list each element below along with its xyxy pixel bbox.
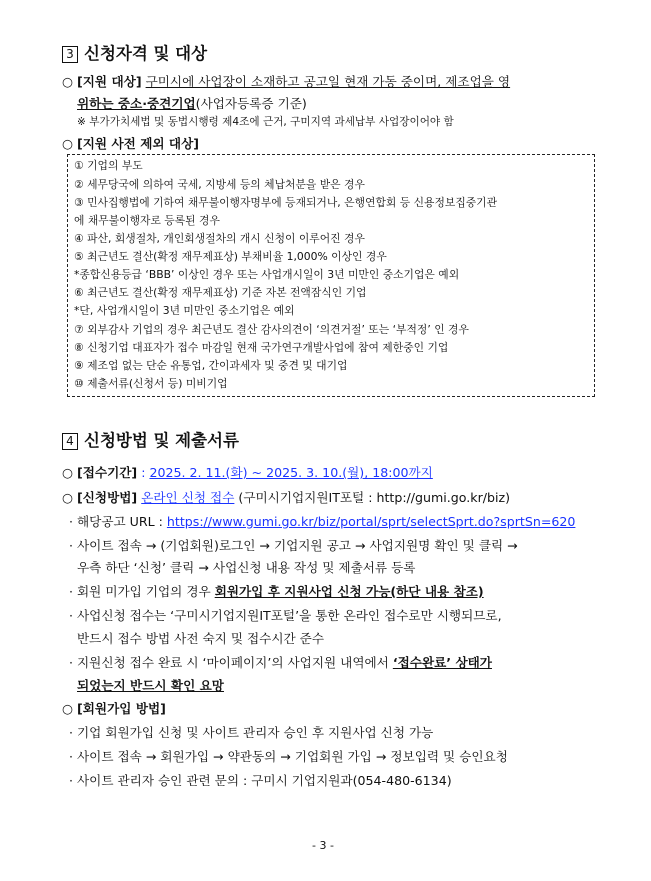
bullet-circle: ○ [62, 490, 73, 505]
exclude-heading [62, 133, 199, 152]
section-3-heading [62, 40, 207, 64]
target-text-2b: (사업자등록증 기준) [195, 96, 307, 111]
exclusion-item: ⑤ 최근년도 결산(확정 재무제표상) 부채비율 1,000% 이상인 경우 [74, 250, 387, 263]
period-line [62, 462, 433, 481]
exclusion-item: ④ 파산, 회생절차, 개인회생절차의 개시 신청이 이루어진 경우 [74, 232, 365, 245]
exclusion-item: ⑦ 외부감사 기업의 경우 최근년도 결산 감사의견이 ‘의견거절’ 또는 ‘부적정’ 인 경우 [74, 323, 469, 336]
step-line-1: · 사이트 접속 → (기업회원)로그인 → 기업지원 공고 → 사업지원명 확인 및 클릭 → [69, 538, 518, 553]
nonmember-line [69, 581, 484, 600]
period-sep: : [137, 465, 150, 480]
exclusion-item: 에 채무불이행자로 등록된 경우 [74, 214, 220, 227]
bullet-circle: ○ [62, 74, 73, 89]
method-online: 온라인 신청 접수 [141, 490, 235, 505]
bullet-circle: ○ [62, 701, 73, 716]
step-line-2: 우측 하단 ‘신청’ 클릭 → 사업신청 내용 작성 및 제출서류 등록 [77, 560, 416, 575]
signup-label: [회원가입 방법] [77, 701, 166, 716]
target-text-2a: 위하는 중소·중견기업 [77, 96, 196, 111]
exclusion-item: ⑥ 최근년도 결산(확정 재무제표상) 기준 자본 전액잠식인 기업 [74, 286, 367, 299]
exclusion-item: *단, 사업개시일이 3년 미만인 중소기업은 예외 [74, 304, 295, 317]
section-4-heading [62, 427, 239, 451]
nonmember-emphasis: 회원가입 후 지원사업 신청 가능(하단 내용 참조) [214, 584, 484, 599]
target-line-1 [62, 71, 510, 90]
section-3-number: 3 [62, 46, 78, 63]
confirm-line-2: 되었는지 반드시 확인 요망 [77, 678, 224, 693]
method-line [62, 487, 510, 506]
period-label: [접수기간] [77, 465, 138, 480]
exclusion-item: ① 기업의 부도 [74, 159, 143, 172]
signup-heading [62, 698, 166, 717]
exclusion-item: ② 세무당국에 의하여 국세, 지방세 등의 체납처분을 받은 경우 [74, 178, 365, 191]
confirm-emphasis: ‘접수완료’ 상태가 [392, 655, 492, 670]
confirm-text: · 지원신청 접수 완료 시 ‘마이페이지’의 사업지원 내역에서 [69, 655, 393, 670]
target-label: [지원 대상] [77, 74, 142, 89]
bullet-circle: ○ [62, 136, 73, 151]
nonmember-text: · 회원 미가입 기업의 경우 [69, 584, 215, 599]
period-value: 2025. 2. 11.(화) ~ 2025. 3. 10.(월), 18:00까지 [149, 465, 433, 480]
section-3-title: 신청자격 및 대상 [84, 44, 208, 63]
signup-line: · 기업 회원가입 신청 및 사이트 관리자 승인 후 지원사업 신청 가능 [69, 725, 434, 740]
url-line [69, 511, 575, 530]
online-only-line-1: · 사업신청 접수는 ‘구미시기업지원IT포털’을 통한 온라인 접수로만 시행되므로, [69, 608, 502, 623]
page-number: - 3 - [312, 839, 334, 852]
method-portal: (구미시기업지원IT포털 : http://gumi.go.kr/biz) [238, 490, 511, 505]
target-note: ※ 부가가치세법 및 동법시행령 제4조에 근거, 구미지역 과세납부 사업장이어야 함 [77, 116, 454, 128]
online-only-line-2: 반드시 접수 방법 사전 숙지 및 접수시간 준수 [77, 631, 325, 646]
exclusion-item: ⑩ 제출서류(신청서 등) 미비기업 [74, 377, 228, 390]
bullet-circle: ○ [62, 465, 73, 480]
url-label: · 해당공고 URL : [69, 514, 167, 529]
section-4-number: 4 [62, 433, 78, 450]
method-label: [신청방법] [77, 490, 138, 505]
confirm-line-1 [69, 652, 492, 671]
exclusion-item: ⑧ 신청기업 대표자가 접수 마감일 현재 국가연구개발사업에 참여 제한중인 기업 [74, 341, 449, 354]
section-4-title: 신청방법 및 제출서류 [84, 431, 239, 450]
target-text-1: 구미시에 사업장이 소재하고 공고일 현재 가동 중이며, 제조업을 영 [145, 74, 511, 89]
signup-line: · 사이트 관리자 승인 관련 문의 : 구미시 기업지원과(054-480-6134) [69, 773, 452, 788]
notice-url-link[interactable]: https://www.gumi.go.kr/biz/portal/sprt/selectSprt.do?sprtSn=620 [166, 514, 576, 529]
exclude-label: [지원 사전 제외 대상] [77, 136, 200, 151]
target-line-2 [77, 93, 307, 112]
exclusion-item: ⑨ 제조업 없는 단순 유통업, 간이과세자 및 중견 및 대기업 [74, 359, 348, 372]
exclusion-item: *종합신용등급 ‘BBB’ 이상인 경우 또는 사업개시일이 3년 미만인 중소기업은 예외 [74, 268, 460, 281]
signup-line: · 사이트 접속 → 회원가입 → 약관동의 → 기업회원 가입 → 정보입력 및 승인요청 [69, 749, 508, 764]
exclusion-item: ③ 민사집행법에 기하여 채무불이행자명부에 등재되거나, 은행연합회 등 신용정보집중기관 [74, 196, 498, 209]
